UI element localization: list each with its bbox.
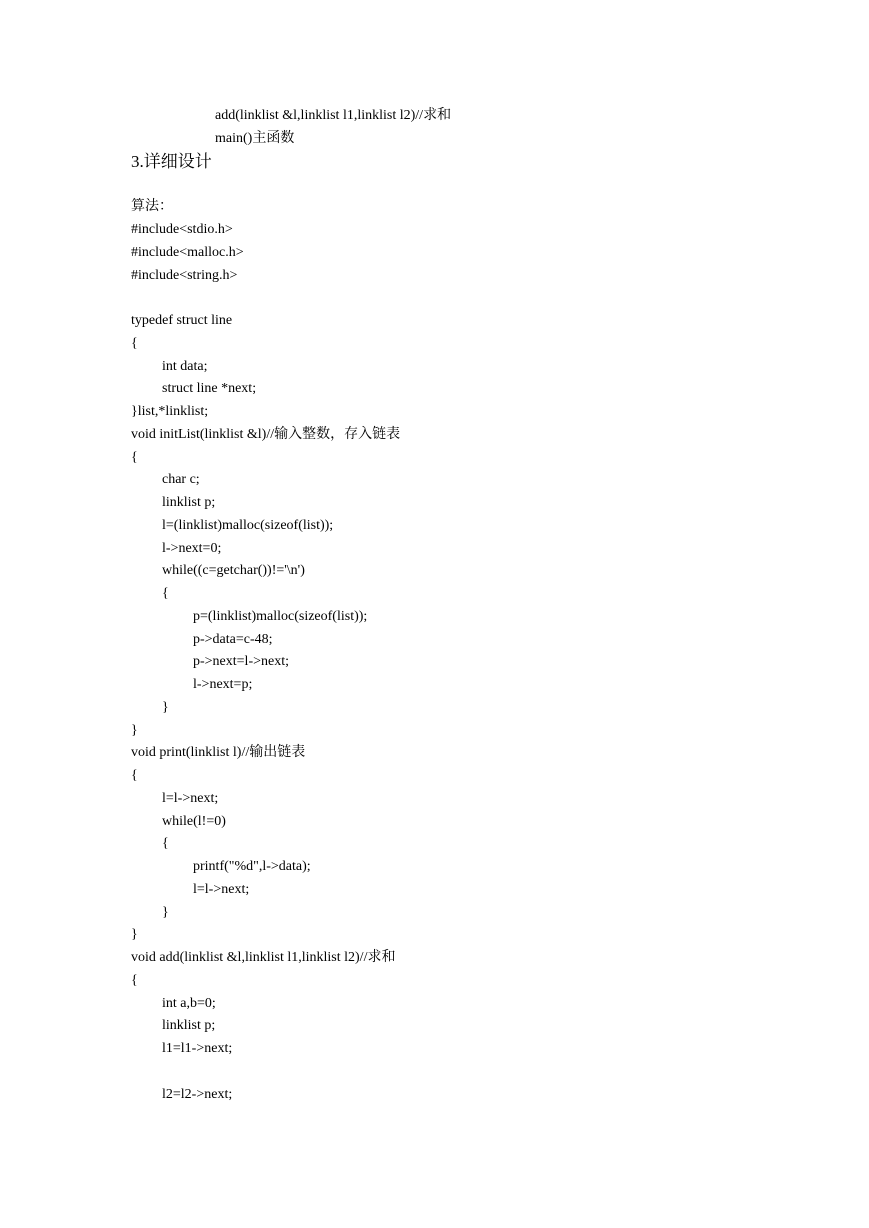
code-line: { — [131, 768, 138, 783]
code-line: l1=l1->next; — [162, 1041, 233, 1056]
code-line: l=l->next; — [193, 882, 250, 897]
code-line: }list,*linklist; — [131, 404, 209, 419]
code-line: l->next=0; — [162, 541, 222, 556]
code-line: int a,b=0; — [162, 996, 216, 1011]
code-line: { — [131, 336, 138, 351]
code-line: struct line *next; — [162, 381, 257, 396]
code-line: { — [131, 450, 138, 465]
code-line: l2=l2->next; — [162, 1087, 233, 1102]
code-line: typedef struct line — [131, 313, 233, 328]
code-line: while(l!=0) — [162, 814, 226, 829]
code-line: void initList(linklist &l)//输入整数，存入链表 — [131, 427, 401, 442]
code-line: l=l->next; — [162, 791, 219, 806]
code-line: void add(linklist &l,linklist l1,linklist l2)//求和 — [131, 950, 396, 965]
code-line: #include<string.h> — [131, 268, 238, 283]
code-line: char c; — [162, 472, 200, 487]
code-line: p->data=c-48; — [193, 632, 273, 647]
code-line: } — [162, 700, 169, 715]
section-heading: 3.详细设计 — [131, 152, 212, 171]
code-line: while((c=getchar())!='\n') — [162, 563, 305, 578]
code-line: { — [131, 973, 138, 988]
intro-line-add: add(linklist &l,linklist l1,linklist l2)//求和 — [215, 108, 452, 123]
code-line: l=(linklist)malloc(sizeof(list)); — [162, 518, 334, 533]
code-line: linklist p; — [162, 495, 216, 510]
code-line: { — [162, 586, 169, 601]
code-line: linklist p; — [162, 1018, 216, 1033]
code-line: p=(linklist)malloc(sizeof(list)); — [193, 609, 368, 624]
code-line: l->next=p; — [193, 677, 253, 692]
code-line: void print(linklist l)//输出链表 — [131, 745, 306, 760]
code-line: } — [162, 905, 169, 920]
code-line: int data; — [162, 359, 208, 374]
code-line: { — [162, 836, 169, 851]
code-line: #include<stdio.h> — [131, 222, 233, 237]
code-line: } — [131, 723, 138, 738]
code-line: printf("%d",l->data); — [193, 859, 311, 874]
code-line: #include<malloc.h> — [131, 245, 244, 260]
code-line: } — [131, 927, 138, 942]
code-line: p->next=l->next; — [193, 654, 289, 669]
algorithm-label: 算法： — [131, 199, 173, 214]
intro-line-main: main()主函数 — [215, 131, 295, 146]
